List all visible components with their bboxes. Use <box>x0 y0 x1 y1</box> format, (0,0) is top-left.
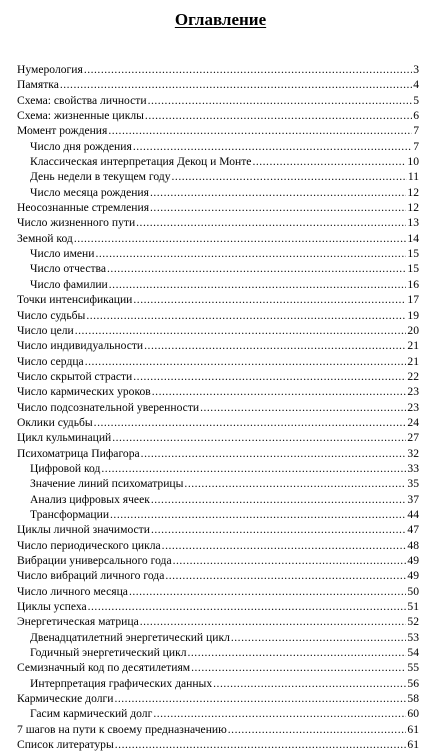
toc-entry-title: Число кармических уроков <box>17 385 151 399</box>
toc-entry[interactable] <box>17 139 419 154</box>
toc-entry[interactable] <box>17 231 419 246</box>
toc-leader-dots <box>115 737 407 752</box>
toc-entry-page-number: 7 <box>413 139 419 153</box>
toc-entry-title: Нумерология <box>17 63 83 76</box>
toc-entry-page-number: 49 <box>407 554 419 567</box>
toc-entry[interactable] <box>17 215 419 230</box>
toc-entry[interactable] <box>17 599 419 614</box>
toc-leader-dots <box>133 139 412 154</box>
toc-leader-dots <box>95 246 406 261</box>
toc-entry-title: Кармические долги <box>17 692 114 706</box>
toc-entry-title: Неосознанные стремления <box>17 201 150 215</box>
toc-entry-title: Схема: жизненные циклы <box>17 109 144 123</box>
toc-entry-page-number: 33 <box>407 461 419 475</box>
toc-entry[interactable] <box>17 507 419 522</box>
toc-entry-title: Число фамилии <box>30 277 108 291</box>
toc-entry-title: Число вибраций личного года <box>17 569 165 583</box>
toc-entry-title: Число жизненного пути <box>17 216 136 230</box>
toc-entry-title: Трансформации <box>30 507 110 521</box>
toc-entry-title: День недели в текущем году <box>30 170 171 184</box>
toc-entry-page-number: 27 <box>407 431 419 445</box>
toc-entry-page-number: 49 <box>407 569 419 583</box>
toc-entry[interactable] <box>17 261 419 276</box>
toc-entry-page-number: 53 <box>407 630 419 644</box>
toc-leader-dots <box>252 154 406 169</box>
toc-entry-title: Число периодического цикла <box>17 538 161 552</box>
toc-entry[interactable] <box>17 691 419 706</box>
toc-leader-dots <box>74 231 407 246</box>
toc-entry-title: Циклы личной значимости <box>17 523 150 537</box>
toc-entry-page-number: 21 <box>407 354 419 368</box>
toc-entry[interactable] <box>17 338 419 353</box>
toc-leader-dots <box>188 645 407 660</box>
toc-entry-page-number: 52 <box>407 615 419 629</box>
toc-entry-title: Энергетическая матрица <box>17 615 139 629</box>
toc-leader-dots <box>165 568 406 583</box>
toc-entry-page-number: 24 <box>407 415 419 429</box>
toc-entry[interactable] <box>17 246 419 261</box>
toc-entry[interactable] <box>17 93 419 108</box>
toc-entry-page-number: 4 <box>413 78 419 92</box>
toc-entry-title: 7 шагов на пути к своему предназначению <box>17 722 227 736</box>
toc-entry[interactable] <box>17 737 419 752</box>
toc-leader-dots <box>151 522 406 537</box>
toc-leader-dots <box>136 215 406 230</box>
toc-leader-dots <box>145 108 412 123</box>
toc-entry-page-number: 58 <box>407 692 419 706</box>
toc-entry-page-number: 12 <box>407 201 419 215</box>
toc-entry-title: Памятка <box>17 78 59 92</box>
toc-entry-title: Число подсознательной уверенности <box>17 400 200 414</box>
toc-entry[interactable] <box>17 77 419 92</box>
toc-entry-title: Число имени <box>30 247 95 261</box>
toc-entry-title: Число сердца <box>17 354 84 368</box>
toc-leader-dots <box>129 584 406 599</box>
toc-leader-dots <box>148 93 413 108</box>
toc-entry-title: Двенадцатилетний энергетический цикл <box>30 630 230 644</box>
toc-entry[interactable] <box>17 538 419 553</box>
toc-entry-page-number: 13 <box>407 216 419 230</box>
toc-leader-dots <box>85 354 407 369</box>
toc-leader-dots <box>153 706 406 721</box>
toc-entry[interactable] <box>17 522 419 537</box>
toc-leader-dots <box>228 722 407 737</box>
toc-entry-page-number: 11 <box>407 170 419 184</box>
toc-entry[interactable] <box>17 154 419 169</box>
toc-leader-dots <box>108 123 412 138</box>
toc-entry-title: Число индивидуальности <box>17 339 144 353</box>
toc-leader-dots <box>140 614 407 629</box>
table-of-contents <box>17 62 419 752</box>
toc-entry[interactable] <box>17 446 419 461</box>
toc-entry[interactable] <box>17 369 419 384</box>
toc-leader-dots <box>141 446 407 461</box>
toc-entry[interactable] <box>17 461 419 476</box>
toc-leader-dots <box>150 185 406 200</box>
toc-leader-dots <box>152 384 407 399</box>
toc-entry-page-number: 23 <box>407 400 419 414</box>
toc-entry-title: Анализ цифровых ячеек <box>30 492 150 506</box>
toc-leader-dots <box>110 507 406 522</box>
toc-entry-page-number: 3 <box>413 63 419 76</box>
toc-entry-page-number: 15 <box>407 262 419 276</box>
toc-entry[interactable] <box>17 645 419 660</box>
toc-leader-dots <box>172 169 407 184</box>
toc-entry-title: Момент рождения <box>17 124 108 138</box>
toc-entry-page-number: 12 <box>407 185 419 199</box>
toc-leader-dots <box>213 676 406 691</box>
toc-leader-dots <box>191 660 406 675</box>
toc-entry[interactable] <box>17 584 419 599</box>
toc-leader-dots <box>162 538 407 553</box>
toc-entry-page-number: 51 <box>407 600 419 614</box>
toc-entry[interactable] <box>17 553 419 568</box>
toc-entry[interactable] <box>17 660 419 675</box>
toc-entry-page-number: 20 <box>407 323 419 337</box>
toc-entry-title: Годичный энергетический цикл <box>30 646 187 660</box>
toc-entry[interactable] <box>17 323 419 338</box>
toc-entry[interactable] <box>17 568 419 583</box>
toc-entry-page-number: 5 <box>413 93 419 107</box>
toc-leader-dots <box>60 77 412 92</box>
toc-leader-dots <box>94 415 407 430</box>
toc-entry[interactable] <box>17 185 419 200</box>
toc-entry[interactable] <box>17 292 419 307</box>
toc-entry[interactable] <box>17 415 419 430</box>
toc-entry-page-number: 17 <box>407 293 419 307</box>
toc-entry-page-number: 61 <box>407 722 419 736</box>
toc-entry-page-number: 23 <box>407 385 419 399</box>
toc-entry-title: Число судьбы <box>17 308 86 322</box>
toc-entry-page-number: 15 <box>407 247 419 261</box>
toc-entry-title: Классическая интерпретация Декоц и Монте <box>30 155 252 169</box>
toc-entry-page-number: 6 <box>413 109 419 123</box>
toc-leader-dots <box>200 400 406 415</box>
toc-entry[interactable] <box>17 169 419 184</box>
toc-entry-page-number: 48 <box>407 538 419 552</box>
toc-entry[interactable] <box>17 384 419 399</box>
toc-entry-page-number: 22 <box>407 369 419 383</box>
toc-entry-title: Число дня рождения <box>30 139 132 153</box>
toc-leader-dots <box>231 630 407 645</box>
toc-entry[interactable] <box>17 706 419 721</box>
toc-leader-dots <box>133 369 406 384</box>
toc-entry-title: Гасим кармический долг <box>30 707 153 721</box>
toc-entry[interactable] <box>17 62 419 77</box>
toc-entry-title: Психоматрица Пифагора <box>17 446 140 460</box>
page-title: Оглавление <box>174 10 267 29</box>
toc-leader-dots <box>144 338 406 353</box>
toc-entry[interactable] <box>17 400 419 415</box>
toc-leader-dots <box>133 292 406 307</box>
toc-entry[interactable] <box>17 430 419 445</box>
toc-entry-title: Земной код <box>17 231 73 245</box>
toc-entry-title: Циклы успеха <box>17 600 87 614</box>
toc-entry[interactable] <box>17 123 419 138</box>
toc-entry-page-number: 21 <box>407 339 419 353</box>
toc-entry-page-number: 35 <box>407 477 419 491</box>
toc-entry[interactable] <box>17 200 419 215</box>
toc-leader-dots <box>101 461 406 476</box>
toc-entry-title: Число цели <box>17 323 74 337</box>
toc-entry-page-number: 10 <box>407 155 419 169</box>
toc-entry-title: Оклики судьбы <box>17 415 93 429</box>
toc-entry-page-number: 32 <box>407 446 419 460</box>
toc-entry[interactable] <box>17 476 419 491</box>
toc-entry[interactable] <box>17 308 419 323</box>
toc-entry-title: Цифровой код <box>30 461 101 475</box>
toc-leader-dots <box>150 200 406 215</box>
toc-entry-page-number: 47 <box>407 523 419 537</box>
toc-leader-dots <box>114 691 406 706</box>
toc-entry-title: Число месяца рождения <box>30 185 149 199</box>
toc-leader-dots <box>151 492 407 507</box>
toc-entry-page-number: 54 <box>407 646 419 660</box>
toc-entry-title: Схема: свойства личности <box>17 93 147 107</box>
toc-entry-title: Интерпретация графических данных <box>30 676 213 690</box>
toc-leader-dots <box>88 599 407 614</box>
toc-leader-dots <box>86 308 406 323</box>
toc-entry-page-number: 16 <box>407 277 419 291</box>
toc-entry[interactable] <box>17 614 419 629</box>
toc-entry-page-number: 7 <box>413 124 419 138</box>
toc-entry[interactable] <box>17 108 419 123</box>
toc-leader-dots <box>109 277 407 292</box>
toc-entry-page-number: 61 <box>407 738 419 752</box>
toc-entry[interactable] <box>17 722 419 737</box>
toc-entry-title: Вибрации универсального года <box>17 554 172 567</box>
toc-entry-page-number: 60 <box>407 707 419 721</box>
toc-entry-page-number: 55 <box>407 661 419 675</box>
toc-entry-page-number: 37 <box>407 492 419 506</box>
toc-entry-page-number: 56 <box>407 676 419 690</box>
toc-leader-dots <box>107 261 406 276</box>
toc-leader-dots <box>184 476 406 491</box>
toc-entry-title: Число личного месяца <box>17 584 128 598</box>
toc-entry-page-number: 14 <box>407 231 419 245</box>
toc-entry-page-number: 44 <box>407 507 419 521</box>
toc-entry-title: Значение линий психоматрицы <box>30 477 184 491</box>
toc-entry-title: Список литературы <box>17 738 114 752</box>
toc-leader-dots <box>173 553 407 568</box>
toc-entry[interactable] <box>17 277 419 292</box>
toc-entry[interactable] <box>17 630 419 645</box>
toc-entry[interactable] <box>17 676 419 691</box>
toc-entry-page-number: 19 <box>407 308 419 322</box>
toc-entry-title: Семизначный код по десятилетиям <box>17 661 191 675</box>
toc-leader-dots <box>75 323 407 338</box>
toc-entry[interactable] <box>17 492 419 507</box>
toc-entry[interactable] <box>17 354 419 369</box>
toc-leader-dots <box>112 430 406 445</box>
toc-entry-title: Число отчества <box>30 262 107 276</box>
toc-entry-title: Число скрытой страсти <box>17 369 133 383</box>
toc-entry-title: Цикл кульминаций <box>17 431 112 445</box>
toc-entry-page-number: 50 <box>407 584 419 598</box>
toc-entry-title: Точки интенсификации <box>17 293 133 307</box>
toc-leader-dots <box>84 62 412 77</box>
